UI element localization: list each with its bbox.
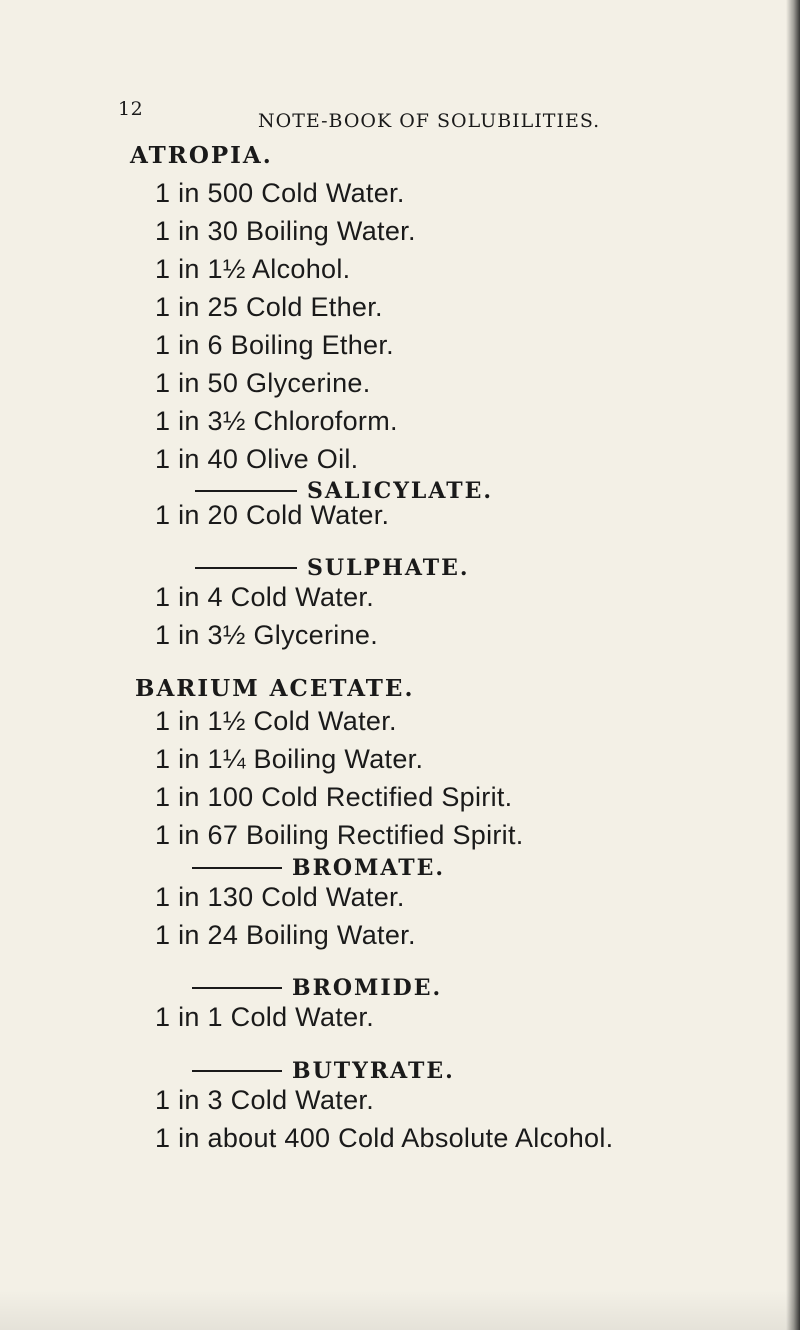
running-title: NOTE-BOOK OF SOLUBILITIES.: [258, 110, 601, 132]
solubility-line: 1 in 100 Cold Rectified Spirit.: [155, 782, 513, 812]
section-heading-atropia: ATROPIA.: [130, 142, 273, 169]
solubility-line: 1 in 40 Olive Oil.: [155, 444, 359, 474]
subheading-label: BROMATE.: [292, 855, 446, 881]
solubility-line: 1 in about 400 Cold Absolute Alcohol.: [155, 1123, 614, 1153]
solubility-line: 1 in 1½ Cold Water.: [155, 706, 397, 736]
subheading-bromide: [192, 975, 442, 1001]
subheading-label: SULPHATE.: [307, 555, 470, 581]
solubility-line: 1 in 20 Cold Water.: [155, 500, 390, 530]
solubility-line: 1 in 3½ Chloroform.: [155, 406, 398, 436]
solubility-line: 1 in 4 Cold Water.: [155, 582, 375, 612]
subheading-sulphate: [195, 555, 470, 581]
solubility-line: 1 in 67 Boiling Rectified Spirit.: [155, 820, 524, 850]
ditto-dash: [192, 987, 282, 989]
solubility-line: 1 in 24 Boiling Water.: [155, 920, 416, 950]
solubility-line: 1 in 50 Glycerine.: [155, 368, 371, 398]
solubility-line: 1 in 500 Cold Water.: [155, 178, 405, 208]
page-number: 12: [118, 98, 144, 120]
subheading-butyrate: [192, 1058, 455, 1084]
solubility-line: 1 in 3½ Glycerine.: [155, 620, 379, 650]
ditto-dash: [192, 867, 282, 869]
subheading-label: BUTYRATE.: [292, 1058, 455, 1084]
solubility-line: 1 in 30 Boiling Water.: [155, 216, 416, 246]
ditto-dash: [195, 567, 297, 569]
solubility-line: 1 in 1 Cold Water.: [155, 1002, 375, 1032]
page-gutter-shadow: [786, 0, 800, 1330]
ditto-dash: [195, 490, 297, 492]
solubility-line: 1 in 1½ Alcohol.: [155, 254, 351, 284]
subheading-label: SALICYLATE.: [307, 478, 494, 504]
section-heading-barium-acetate: BARIUM ACETATE.: [135, 675, 415, 702]
page-bottom-shadow: [0, 1290, 800, 1330]
subheading-bromate: [192, 855, 445, 881]
solubility-line: 1 in 1¼ Boiling Water.: [155, 744, 424, 774]
subheading-label: BROMIDE.: [292, 975, 443, 1001]
solubility-line: 1 in 6 Boiling Ether.: [155, 330, 394, 360]
solubility-line: 1 in 130 Cold Water.: [155, 882, 405, 912]
ditto-dash: [192, 1070, 282, 1072]
solubility-line: 1 in 25 Cold Ether.: [155, 292, 383, 322]
solubility-line: 1 in 3 Cold Water.: [155, 1085, 375, 1115]
